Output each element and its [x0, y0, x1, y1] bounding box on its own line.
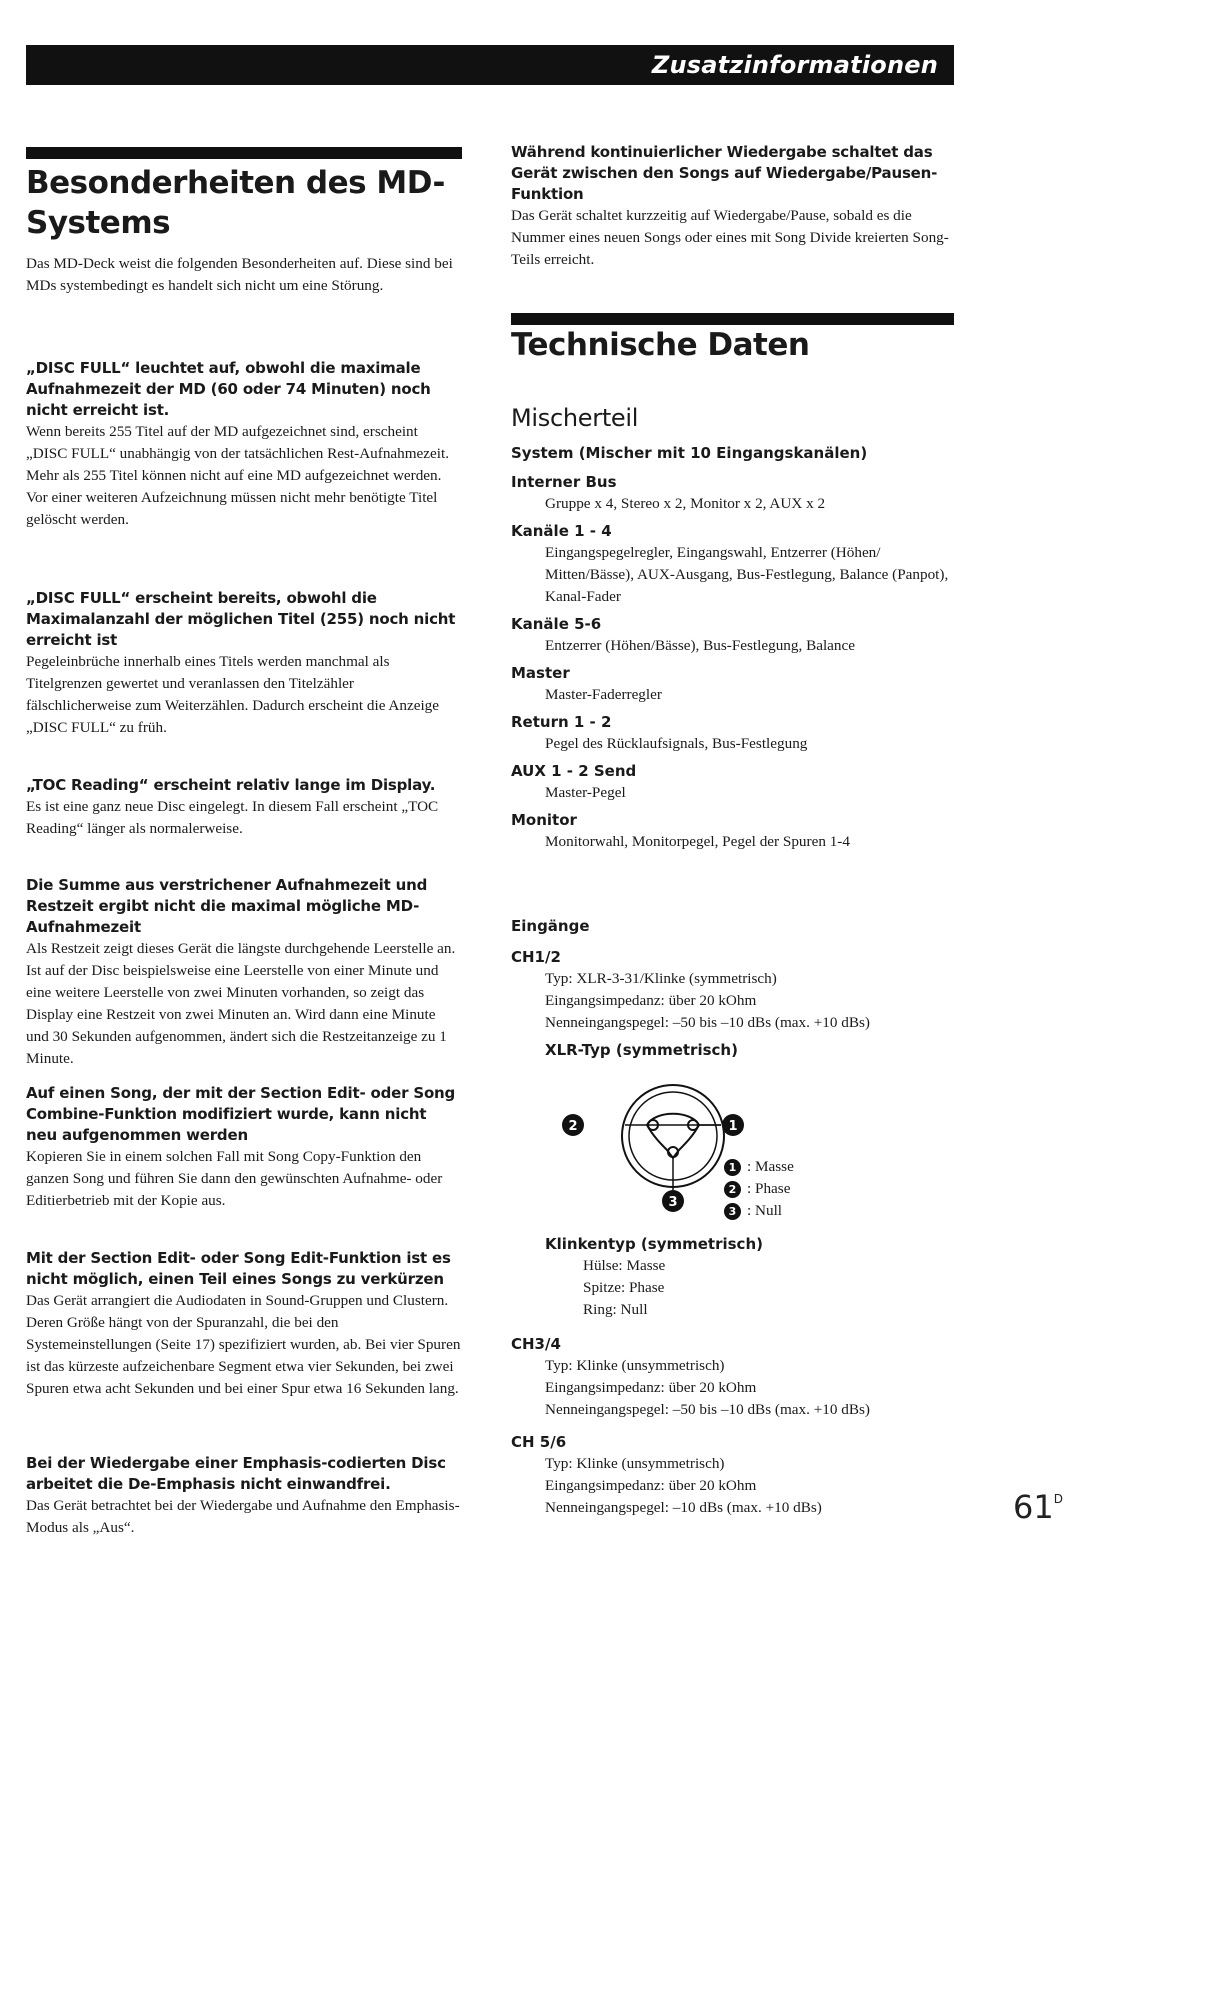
- pin-number-badge: 2: [724, 1181, 741, 1198]
- faq-body: Wenn bereits 255 Titel auf der MD aufgezeichnet sind, erscheint „DISC FULL“ unabhängig von der tatsächlichen Rest-Aufnahmezeit. Mehr als 255 Titel können nicht auf eine MD aufgezeichnet werden. Vor einer weiteren Aufzeichnung müssen nicht mehr benötigte Titel gelöscht werden.: [26, 423, 450, 528]
- spec-item: [511, 712, 954, 755]
- spec-line: Typ: Klinke (unsymmetrisch): [545, 1357, 725, 1374]
- ch34-block: [511, 1334, 954, 1421]
- spec-value: Pegel des Rücklaufsignals, Bus-Festlegung: [545, 735, 808, 752]
- faq-heading: Auf einen Song, der mit der Section Edit- oder Song Combine-Funktion modifiziert wurde, kann nicht neu aufgenommen werden: [26, 1084, 456, 1144]
- spec-line: Hülse: Masse: [583, 1257, 666, 1274]
- faq-item: [26, 875, 462, 1070]
- faq-item: [26, 1248, 462, 1400]
- tech-data-title: Technische Daten: [511, 327, 810, 363]
- spec-label: Kanäle 1 - 4: [511, 522, 612, 540]
- section-header-title: Zusatzinformationen: [651, 51, 938, 79]
- right-heading-rule: [511, 313, 954, 325]
- faq-heading: Mit der Section Edit- oder Song Edit-Funktion ist es nicht möglich, einen Teil eines Songs zu verkürzen: [26, 1249, 451, 1288]
- spec-label: Interner Bus: [511, 473, 617, 491]
- spec-line: Ring: Null: [583, 1301, 648, 1318]
- spec-item: [511, 521, 954, 608]
- svg-text:2: 2: [568, 1119, 578, 1134]
- faq-heading: Die Summe aus verstrichener Aufnahmezeit und Restzeit ergibt nicht die maximal mögliche MD-Aufnahmezeit: [26, 876, 428, 936]
- svg-text:1: 1: [728, 1119, 738, 1134]
- spec-line: Spitze: Phase: [583, 1279, 665, 1296]
- spec-line: Nenneingangspegel: –50 bis –10 dBs (max. +10 dBs): [545, 1014, 870, 1031]
- spec-item: [511, 472, 954, 515]
- legend-row: [724, 1178, 794, 1200]
- ch56-block: [511, 1432, 954, 1519]
- spec-label: Kanäle 5-6: [511, 615, 602, 633]
- faq-item: [26, 1453, 462, 1539]
- spec-item: [511, 761, 954, 804]
- klinke-block: [511, 1234, 954, 1321]
- legend-text: : Masse: [747, 1158, 794, 1175]
- faq-body: Das Gerät arrangiert die Audiodaten in Sound-Gruppen und Clustern. Deren Größe hängt von der Spuranzahl, die bei den Systemeinstellungen (Seite 17) spezifiziert wurden, ab. Bei vier Spuren ist das kürzeste aufzeichenbare Segment etwa vier Sekunden, bei zwei Spuren etwa acht Sekunden und bei einer Spur etwa 16 Sekunden lang.: [26, 1292, 461, 1397]
- spec-line: Nenneingangspegel: –50 bis –10 dBs (max. +10 dBs): [545, 1401, 870, 1418]
- faq-heading: Während kontinuierlicher Wiedergabe schaltet das Gerät zwischen den Songs auf Wiedergabe/Pausen-Funktion: [511, 143, 938, 203]
- pin-number-badge: 1: [724, 1159, 741, 1176]
- faq-heading: Bei der Wiedergabe einer Emphasis-codierten Disc arbeitet die De-Emphasis nicht einwandfrei.: [26, 1454, 446, 1493]
- legend-text: : Null: [747, 1202, 783, 1219]
- faq-item: [26, 775, 462, 840]
- legend-row: [724, 1200, 794, 1222]
- system-heading: System (Mischer mit 10 Eingangskanälen): [511, 444, 868, 462]
- faq-body: Als Restzeit zeigt dieses Gerät die längste durchgehende Leerstelle an. Ist auf der Disc beispielsweise eine Leerstelle von einer Minute und eine weitere Leerstelle von zwei Minuten vorhanden, so zeigt das Display eine Restzeit von zwei Minuten an. Wird dann eine Minute und 30 Sekunden aufgenommen, ändert sich die Restzeitanzeige zu 1 Minute.: [26, 940, 456, 1067]
- eingaenge-heading: Eingänge: [511, 917, 590, 935]
- intro-text: Das MD-Deck weist die folgenden Besonderheiten auf. Diese sind bei MDs systembedingt es handelt sich nicht um eine Störung.: [26, 255, 453, 294]
- xlr-title: XLR-Typ (symmetrisch): [545, 1041, 738, 1059]
- faq-body: Das Gerät schaltet kurzzeitig auf Wiedergabe/Pause, sobald es die Nummer eines neuen Songs oder eines mit Song Divide kreierten Song-Teils erreicht.: [511, 207, 949, 268]
- spec-value: Entzerrer (Höhen/Bässe), Bus-Festlegung, Balance: [545, 637, 855, 654]
- legend-text: : Phase: [747, 1180, 791, 1197]
- left-heading-rule: [26, 147, 462, 159]
- spec-line: Nenneingangspegel: –10 dBs (max. +10 dBs): [545, 1499, 822, 1516]
- page-title: Besonderheiten des MD- Systems: [26, 165, 445, 241]
- page-number: $61^D$: [1013, 1488, 1063, 1526]
- faq-heading: „DISC FULL“ leuchtet auf, obwohl die maximale Aufnahmezeit der MD (60 oder 74 Minuten) noch nicht erreicht ist.: [26, 359, 431, 419]
- svg-text:3: 3: [668, 1195, 678, 1210]
- xlr-connector-diagram: [543, 1080, 873, 1230]
- spec-line: Eingangsimpedanz: über 20 kOhm: [545, 992, 757, 1009]
- spec-value: Eingangspegelregler, Eingangswahl, Entzerrer (Höhen/ Mitten/Bässe), AUX-Ausgang, Bus-Festlegung, Balance (Panpot), Kanal-Fader: [545, 544, 949, 605]
- spec-label: Return 1 - 2: [511, 713, 612, 731]
- channel-label: CH 5/6: [511, 1433, 567, 1451]
- spec-value: Gruppe x 4, Stereo x 2, Monitor x 2, AUX x 2: [545, 495, 826, 512]
- faq-heading: „TOC Reading“ erscheint relativ lange im Display.: [26, 776, 436, 794]
- faq-item: [26, 358, 462, 531]
- spec-label: Master: [511, 664, 570, 682]
- spec-value: Monitorwahl, Monitorpegel, Pegel der Spuren 1-4: [545, 833, 850, 850]
- spec-label: AUX 1 - 2 Send: [511, 762, 637, 780]
- spec-list: [511, 472, 954, 859]
- faq-body: Es ist eine ganz neue Disc eingelegt. In diesem Fall erscheint „TOC Reading“ länger als normalerweise.: [26, 798, 439, 837]
- legend-row: [724, 1156, 794, 1178]
- page-suffix: D: [1053, 1492, 1063, 1506]
- ch12-block: [511, 947, 954, 1061]
- spec-value: Master-Pegel: [545, 784, 626, 801]
- channel-label: CH3/4: [511, 1335, 561, 1353]
- spec-item: [511, 614, 954, 657]
- spec-item: [511, 810, 954, 853]
- faq-body: Das Gerät betrachtet bei der Wiedergabe und Aufnahme den Emphasis-Modus als „Aus“.: [26, 1497, 460, 1536]
- faq-item: [26, 1083, 462, 1212]
- spec-label: Monitor: [511, 811, 577, 829]
- spec-value: Master-Faderregler: [545, 686, 662, 703]
- spec-line: Eingangsimpedanz: über 20 kOhm: [545, 1379, 757, 1396]
- pin-number-badge: 3: [724, 1203, 741, 1220]
- mischerteil-heading: Mischerteil: [511, 404, 639, 432]
- klinke-title: Klinkentyp (symmetrisch): [545, 1235, 763, 1253]
- spec-item: [511, 663, 954, 706]
- xlr-legend: [724, 1156, 794, 1222]
- spec-line: Typ: XLR-3-31/Klinke (symmetrisch): [545, 970, 777, 987]
- spec-line: Eingangsimpedanz: über 20 kOhm: [545, 1477, 757, 1494]
- channel-label: CH1/2: [511, 948, 561, 966]
- faq-item: [26, 588, 462, 739]
- faq-body: Pegeleinbrüche innerhalb eines Titels werden manchmal als Titelgrenzen gewertet und veranlassen den Titelzähler fälschlicherweise zum Weiterzählen. Dadurch erscheint die Anzeige „DISC FULL“ zu früh.: [26, 653, 440, 736]
- faq-body: Kopieren Sie in einem solchen Fall mit Song Copy-Funktion den ganzen Song und führen Sie dann den gewünschten Aufnahme- oder Editierbetrieb mit der Kopie aus.: [26, 1148, 443, 1209]
- spec-line: Typ: Klinke (unsymmetrisch): [545, 1455, 725, 1472]
- faq-item: [511, 142, 954, 271]
- section-header-bar: [26, 45, 954, 85]
- faq-heading: „DISC FULL“ erscheint bereits, obwohl die Maximalanzahl der möglichen Titel (255) noch nicht erreicht ist: [26, 589, 456, 649]
